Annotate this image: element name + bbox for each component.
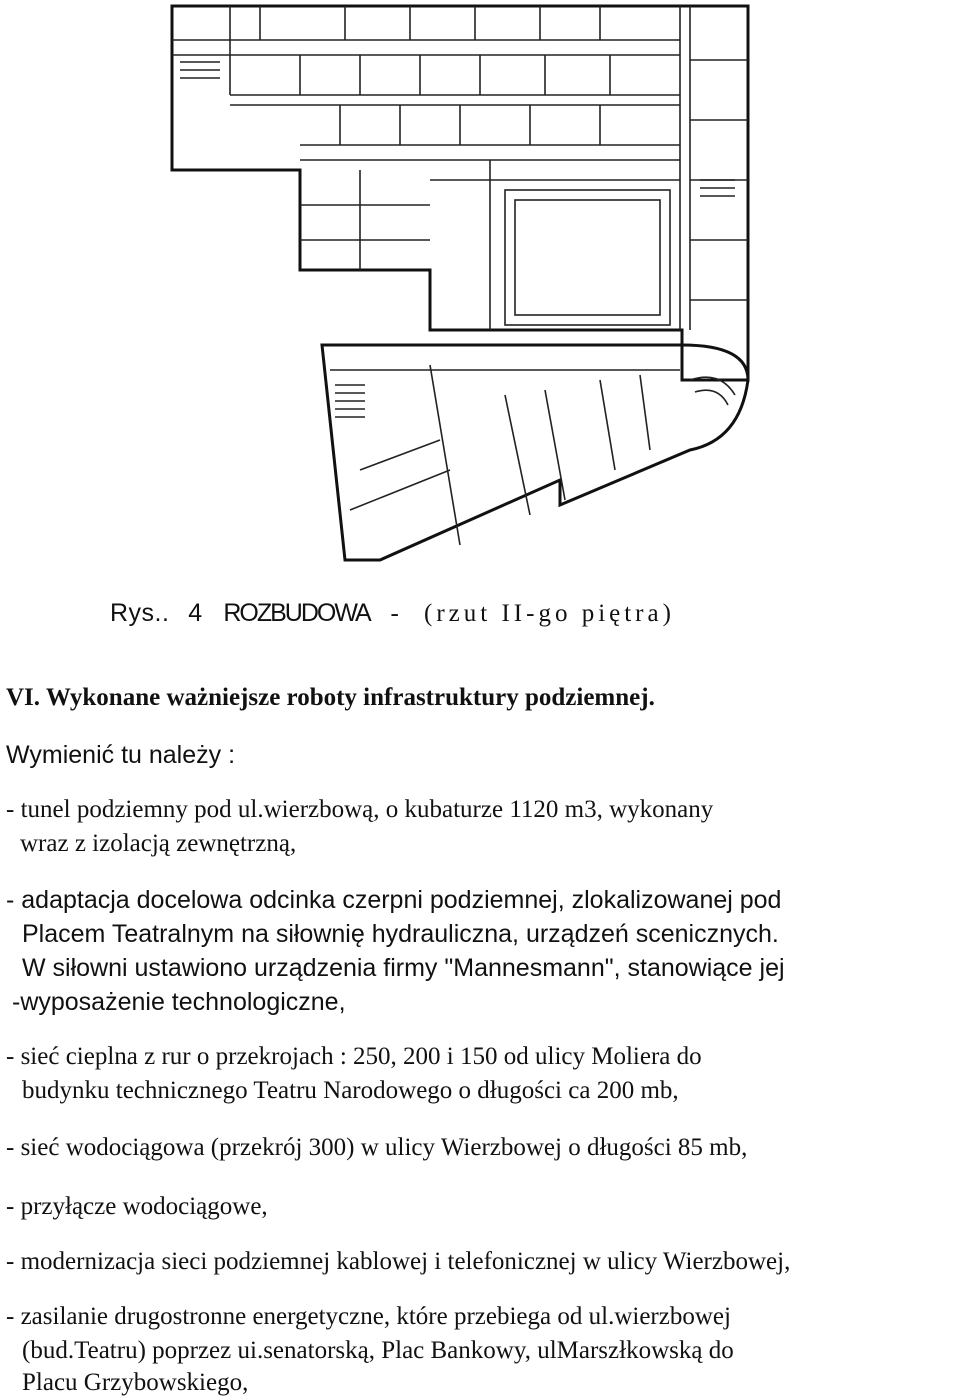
list-item-line: (bud.Teatru) poprzez ui.senatorską, Plac Bankowy, ulMarszłkowską do	[22, 1337, 734, 1364]
caption-prefix: Rys..	[110, 599, 170, 627]
list-item-line: - sieć wodociągowa (przekrój 300) w ulicy Wierzbowej o długości 85 mb,	[6, 1134, 748, 1161]
caption-dash: -	[390, 600, 400, 627]
list-item-line: - sieć cieplna z rur o przekrojach : 250, 200 i 150 od ulicy Moliera do	[6, 1043, 702, 1070]
list-item-line: - przyłącze wodociągowe,	[6, 1193, 268, 1220]
list-item-line: - tunel podziemny pod ul.wierzbową, o kubaturze 1120 m3, wykonany	[6, 796, 714, 823]
section-intro: Wymienić tu należy :	[6, 741, 236, 769]
list-item-line: W siłowni ustawiono urządzenia firmy "Mannesmann", stanowiące jej	[22, 954, 785, 982]
list-item-line: -wyposażenie technologiczne,	[12, 988, 346, 1016]
floor-plan-drawing	[0, 0, 960, 570]
list-item-line: budynku technicznego Teatru Narodowego o długości ca 200 mb,	[22, 1077, 679, 1104]
section-heading: VI. Wykonane ważniejsze roboty infrastruktury podziemnej.	[6, 684, 655, 711]
list-item-line: - adaptacja docelowa odcinka czerpni podziemnej, zlokalizowanej pod	[6, 886, 782, 914]
caption-title: ROZBUDOWA	[223, 599, 370, 627]
list-item-line: Placem Teatralnym na siłownię hydrauliczna, urządzeń scenicznych.	[22, 920, 779, 948]
list-item-line: - zasilanie drugostronne energetyczne, które przebiega od ul.wierzbowej	[6, 1303, 731, 1330]
caption-detail: (rzut II-go piętra)	[424, 600, 675, 627]
caption-number: 4	[188, 599, 203, 627]
list-item-line: - modernizacja sieci podziemnej kablowej i telefonicznej w ulicy Wierzbowej,	[6, 1248, 791, 1275]
list-item-line: Placu Grzybowskiego,	[22, 1369, 249, 1396]
figure-caption	[110, 598, 675, 629]
list-item-line: wraz z izolacją zewnętrzną,	[20, 830, 297, 857]
